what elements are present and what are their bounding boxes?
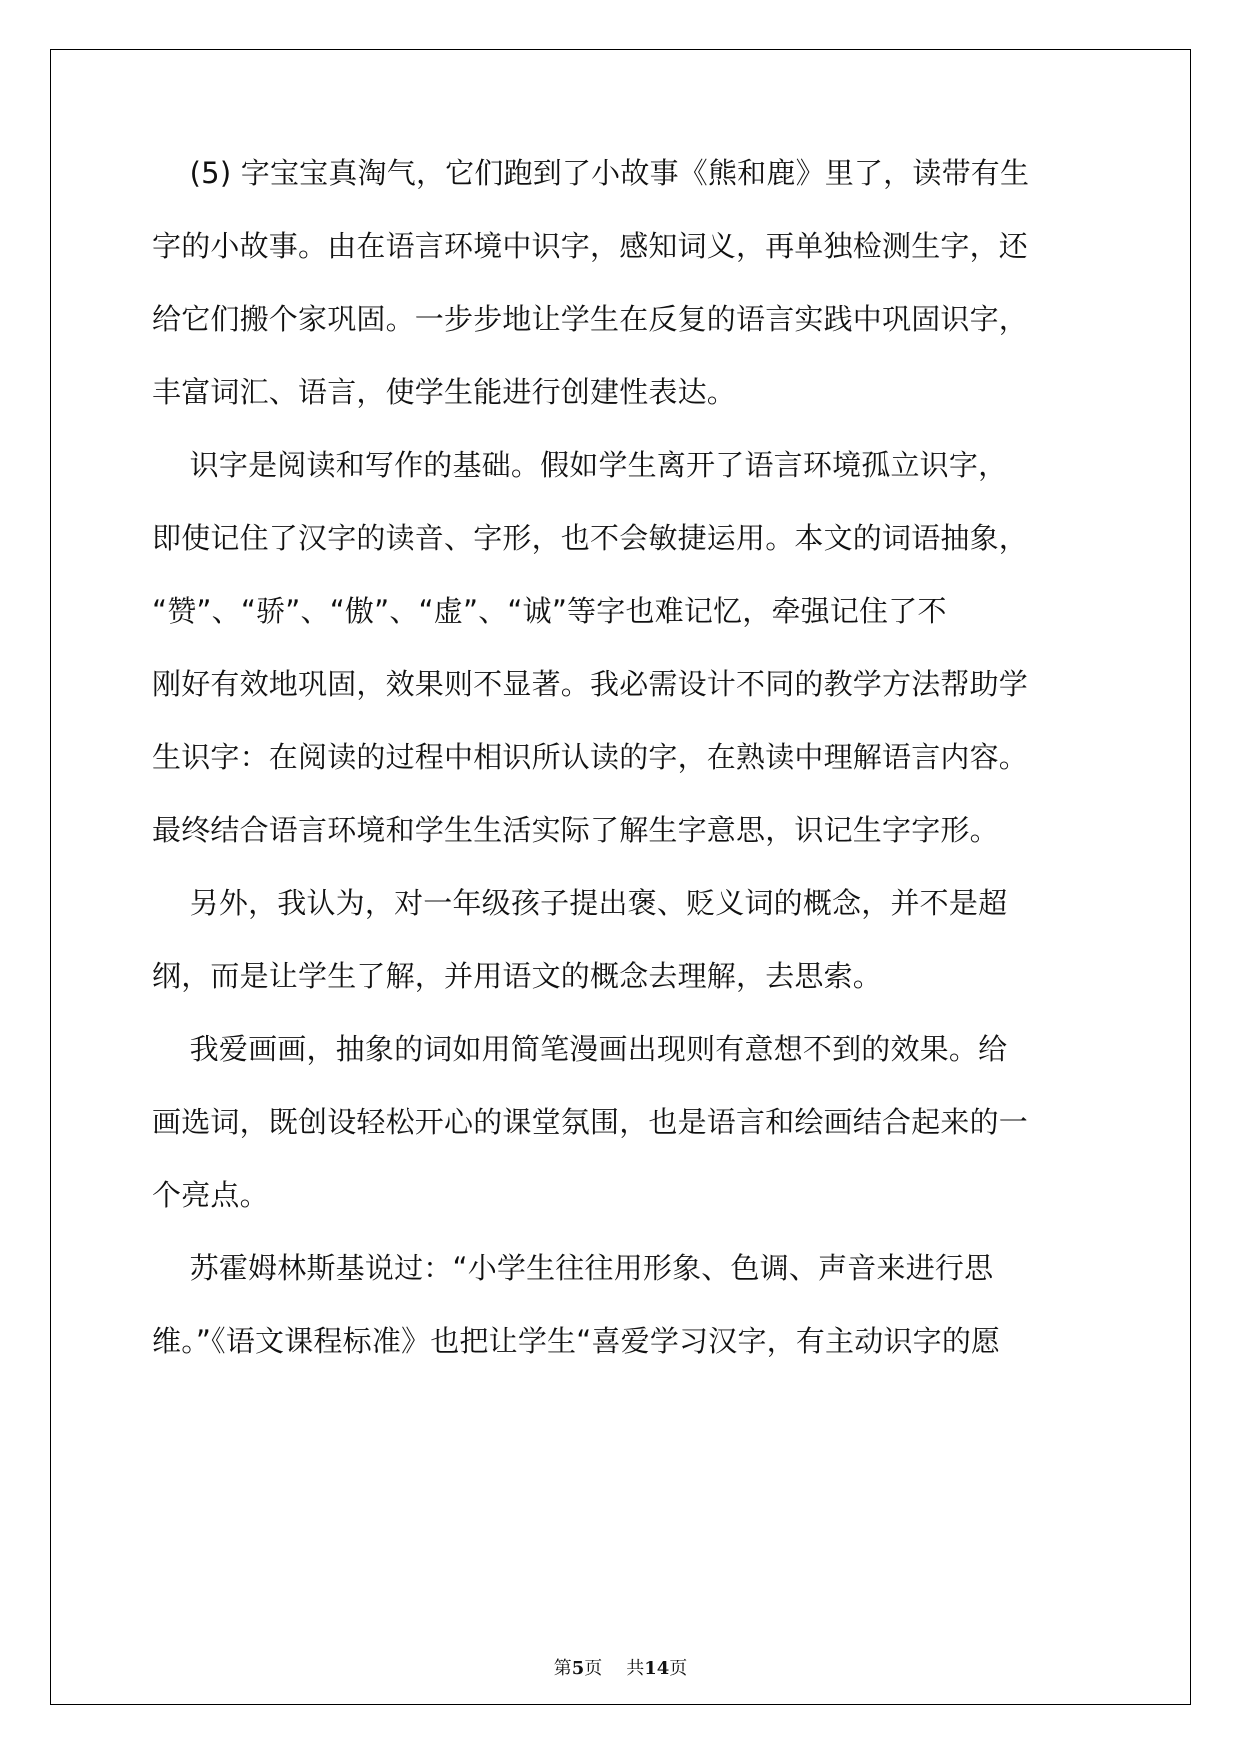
- total-pages: 14: [644, 1658, 670, 1679]
- text-line: 刚好有效地巩固，效果则不显著。我必需设计不同的教学方法帮助学: [152, 667, 1029, 701]
- text-line: 苏霍姆林斯基说过：“小学生往往用形象、色调、声音来进行思: [152, 1251, 994, 1285]
- text-line: (5) 字宝宝真淘气，它们跑到了小故事《熊和鹿》里了，读带有生: [152, 156, 1030, 190]
- text-line: 即使记住了汉字的读音、字形，也不会敏捷运用。本文的词语抽象，: [152, 521, 1029, 555]
- text-line: 个亮点。: [152, 1178, 269, 1212]
- text-line: 画选词，既创设轻松开心的课堂氛围，也是语言和绘画结合起来的一: [152, 1105, 1029, 1139]
- page-border: [50, 49, 1191, 1705]
- text-line: 生识字：在阅读的过程中相识所认读的字，在熟读中理解语言内容。: [152, 740, 1029, 774]
- text-line: 丰富词汇、语言，使学生能进行创建性表达。: [152, 375, 737, 409]
- text-line: 纲，而是让学生了解，并用语文的概念去理解，去思索。: [152, 959, 883, 993]
- page-footer: [0, 1657, 1241, 1681]
- page-number: 5: [571, 1658, 585, 1679]
- text-line: 另外，我认为，对一年级孩子提出褒、贬义词的概念，并不是超: [152, 886, 1008, 920]
- text-line: 我爱画画，抽象的词如用简笔漫画出现则有意想不到的效果。给: [152, 1032, 1008, 1066]
- text-line: 维。”《语文课程标准》也把让学生“喜爱学习汉字，有主动识字的愿: [152, 1324, 1001, 1358]
- page-prefix: 第: [553, 1658, 572, 1679]
- text-line: “赞”、“骄”、“傲”、“虚”、“诚”等字也难记忆，牵强记住了不: [152, 594, 947, 628]
- text-line: 给它们搬个家巩固。一步步地让学生在反复的语言实践中巩固识字，: [152, 302, 1029, 336]
- total-prefix: 共: [626, 1658, 645, 1679]
- total-suffix: 页: [669, 1658, 688, 1679]
- text-line: 字的小故事。由在语言环境中识字，感知词义，再单独检测生字，还: [152, 229, 1029, 263]
- text-line: 识字是阅读和写作的基础。假如学生离开了语言环境孤立识字，: [152, 448, 1008, 482]
- page-suffix: 页: [584, 1658, 603, 1679]
- text-line: 最终结合语言环境和学生生活实际了解生字意思，识记生字字形。: [152, 813, 999, 847]
